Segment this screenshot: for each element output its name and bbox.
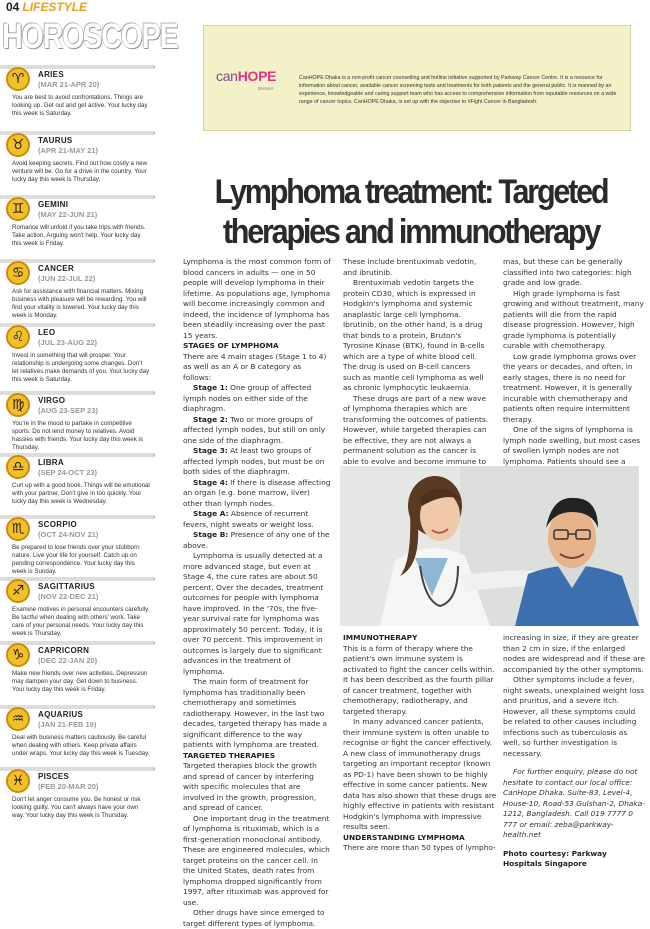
paragraph: The main form of treatment for lymphoma has traditionally been chemotherapy and sometimes radiotherapy. However, in the last two decades, targeted therapy has made a significant difference to the way patients with lymphoma are treated. bbox=[183, 677, 328, 749]
paragraph: Targeted therapies block the growth and spread of cancer by interfering with specific molecules that are involved in the growth, progression, and spread of cancer. bbox=[183, 761, 317, 812]
sign-dates: (SEP 24-OCT 23) bbox=[38, 468, 98, 477]
lion-icon: ♌ bbox=[6, 325, 30, 349]
article-column-2-bottom bbox=[343, 633, 497, 854]
sign-reading: Ask for assistance with financial matters. Mixing business with pleasure will be rewarding. You will find your vitality is lowered. Your lucky day this week is Monday. bbox=[12, 288, 147, 320]
horoscope-sign-leo bbox=[0, 323, 155, 385]
horoscope-sign-gemini bbox=[0, 195, 155, 257]
bull-icon: ♉ bbox=[6, 133, 30, 157]
sign-name: CANCER bbox=[38, 264, 75, 273]
stage-item: Stage 4: If there is disease affecting an organ (e.g. bone marrow, liver) other than lymph nodes. bbox=[183, 477, 331, 508]
doctor-patient-illustration bbox=[340, 466, 639, 626]
sign-name: AQUARIUS bbox=[38, 710, 84, 719]
horoscope-sign-sagittarius bbox=[0, 577, 155, 639]
article-headline: Lymphoma treatment: Targeted therapies and immunotherapy bbox=[214, 173, 608, 251]
page-header bbox=[6, 0, 87, 14]
paragraph: High grade lymphoma is fast growing and without treatment, many patients will die from the rapid disease progression. However, high grade lymphoma is potentially curable with chemotherapy. bbox=[503, 288, 644, 350]
sign-dates: (JUN 22-JUL 22) bbox=[38, 274, 96, 283]
horoscope-sign-scorpio bbox=[0, 515, 155, 577]
sign-dates: (MAR 21-APR 20) bbox=[38, 80, 100, 89]
sign-reading: Avoid keeping secrets. Find out how costly a new venture will be. Go for a drive in the country. Your lucky day this week is Thursday. bbox=[12, 160, 148, 184]
horoscope-sign-cancer bbox=[0, 259, 155, 321]
water-bearer-icon: ♒ bbox=[6, 707, 30, 731]
sign-reading: Deal with business matters cautiously. Be careful when dealing with others. Keep private affairs under wraps. Your lucky day this week is Tuesday. bbox=[12, 734, 150, 758]
horoscope-sign-libra bbox=[0, 453, 155, 515]
canhope-logo-sub: DHAKA bbox=[258, 86, 274, 91]
sign-reading: Don't let anger consume you. Be honest or risk looking guilty. You can't always have your own way. Your lucky day this week is Thursday. bbox=[12, 796, 141, 820]
paragraph: Low grade lymphoma grows over the years or decades, and often, in early stages, there is no need for treatment. However, it is generally incurable with chemotherapy and patients often require intermittent therapy. bbox=[503, 351, 637, 424]
sign-reading: Examine motives in personal encounters carefully. Be tactful when dealing with others' work. Take care of your personal needs. Your lucky day this week is Thursday. bbox=[12, 606, 150, 638]
sign-dates: (JAN 21-FEB 19) bbox=[38, 720, 97, 729]
horoscope-title: HOROSCOPE bbox=[2, 17, 178, 56]
doctor-patient-photo bbox=[340, 466, 639, 626]
sign-dates: (JUL 23-AUG 22) bbox=[38, 338, 98, 347]
sign-dates: (MAY 22-JUN 21) bbox=[38, 210, 98, 219]
page-number: 04 bbox=[6, 0, 20, 14]
paragraph: Brentuximab vedotin targets the protein CD30, which is expressed in Hodgkin's lymphoma and systemic anaplastic large cell lymphoma. Ibrutinib, on the other hand, is a drug that binds to a protein, Bruton's Tyrosine Kinase (BTK), found in B-cells which are a type of white blood cell. The drug is used on B-cell cancers such as mantle cell lymphoma as well as chronic lymphocytic leukaemia. bbox=[343, 278, 485, 392]
paragraph: One of the signs of lymphoma is lymph node swelling, but most cases of swollen lymph nodes are not lymphoma. Patients should see a bbox=[503, 425, 641, 466]
sign-reading: Be prepared to lose friends over your stubborn nature. Live your life for yourself. Catch up on pending correspondence. Your lucky day this week is Sunday. bbox=[12, 544, 140, 576]
stage-item: Stage 2: Two or more groups of affected lymph nodes, but still on only one side of the diaphragm. bbox=[183, 414, 326, 445]
paragraph: Other symptoms include a fever, night sweats, unexplained weight loss and pruritus, and a severe itch. However, all these symptoms could be related to other causes including infections such as tuberculosis as well, so further investigation is necessary. bbox=[503, 675, 645, 758]
crab-icon: ♋ bbox=[6, 261, 30, 285]
ram-icon: ♈ bbox=[6, 67, 30, 91]
article-column-3-bottom bbox=[503, 633, 645, 870]
sign-name: SCORPIO bbox=[38, 520, 77, 529]
sign-dates: (OCT 24-NOV 21) bbox=[38, 530, 99, 539]
sign-dates: (DEC 22-JAN 20) bbox=[38, 656, 98, 665]
subheading: TARGETED THERAPIES bbox=[183, 750, 276, 760]
sign-dates: (FEB 20-MAR 20) bbox=[38, 782, 99, 791]
sign-name: GEMINI bbox=[38, 200, 69, 209]
sign-name: ARIES bbox=[38, 70, 64, 79]
goat-icon: ♑ bbox=[6, 643, 30, 667]
fish-icon: ♓ bbox=[6, 769, 30, 793]
article-column-1 bbox=[183, 257, 331, 929]
horoscope-sign-virgo bbox=[0, 391, 155, 453]
ad-text: CanHOPE Dhaka is a non-profit cancer counselling and hotline initiative supported by Parkway Cancer Centre. It is a resource for information about cancer, available cancer screening tests and treatments for both patients and the general public. It is manned by an experience, knowledgeable and caring support team who has access to comprehensive information from reputable resources on a wide range of cancer topics. CanHOPE Dhaka, is set up with the objective to #Fight Cancer in Bangladesh. bbox=[299, 75, 617, 105]
section-name: LIFESTYLE bbox=[22, 0, 88, 14]
stage-item: Stage 3: At least two groups of affected lymph nodes, but must be on both sides of the diaphragm. bbox=[183, 446, 325, 476]
sign-reading: Invest in something that will prosper. Your relationship is undergoing some changes. Don't let relatives make demands of you. Your lucky day this week is Saturday. bbox=[12, 352, 150, 384]
paragraph: There are more than 50 types of lympho- bbox=[343, 843, 496, 852]
sign-dates: (APR 21-MAY 21) bbox=[38, 146, 99, 155]
virgin-icon: ♍ bbox=[6, 393, 30, 417]
paragraph: mas, but these can be generally classified into two categories: high grade and low grade. bbox=[503, 257, 632, 287]
sign-reading: Romance will unfold if you take trips with friends. Take action. Arguing won't help. Your lucky day this week is Friday. bbox=[12, 224, 146, 248]
subheading: IMMUNOTHERAPY bbox=[343, 633, 418, 642]
sign-reading: You are best to avoid confrontations. Things are looking up. Get out and get active. Your lucky day this week is Saturday. bbox=[12, 94, 148, 118]
article-column-2-top bbox=[343, 257, 489, 488]
sign-name: LIBRA bbox=[38, 458, 64, 467]
canhope-logo: canHOPE bbox=[216, 68, 277, 84]
enquiry-note: For further enquiry, please do not hesitate to contact our local office: CanHope Dhaka. Suite-83, Level-4, House-10, Road-53 Gulshan-2, Dhaka-1212, Bangladesh. Call 019 7777 0 777 or email: zeba@parkway-health.net bbox=[503, 767, 645, 839]
sign-reading: Make new friends over new activities. Depression may dampen your day. Get down to business. Your lucky day this week is Friday. bbox=[12, 670, 148, 694]
twins-icon: ♊ bbox=[6, 197, 30, 221]
stage-item: Stage B: Presence of any one of the above. bbox=[183, 530, 330, 550]
paragraph: Lymphoma is usually detected at a more advanced stage, but even at Stage 4, the cure rates are about 50 percent. Over the decades, treatment outcomes for people with lymphoma have improved. In the '70s, the five-year survival rate for lymphoma was approximately 50 percent. Today, it is over 70 percent. This improvement in outcomes is largely due to significant advances in the treatment of lymphoma. bbox=[183, 551, 324, 676]
sign-dates: (NOV 22-DEC 21) bbox=[38, 592, 99, 601]
canhope-ad bbox=[203, 25, 631, 131]
photo-credit: Photo courtesy: Parkway Hospitals Singapore bbox=[503, 848, 607, 868]
sign-name: SAGITTARIUS bbox=[38, 582, 95, 591]
sign-name: LEO bbox=[38, 328, 56, 337]
subheading: UNDERSTANDING LYMPHOMA bbox=[343, 832, 465, 842]
paragraph: increasing in size, if they are greater than 2 cm in size, if the enlarged nodes are widespread and if these are accompanied by the other symptoms. bbox=[503, 633, 645, 674]
sign-dates: (AUG 23-SEP 23) bbox=[38, 406, 98, 415]
horoscope-sign-aries bbox=[0, 65, 155, 127]
sign-reading: Curl up with a good book. Things will be emotional with your partner. Don't give in too quickly. Your lucky day this week is Wednesday. bbox=[12, 482, 150, 506]
sign-name: CAPRICORN bbox=[38, 646, 90, 655]
sign-name: VIRGO bbox=[38, 396, 66, 405]
paragraph: These drugs are part of a new wave of lymphoma therapies which are transforming the outcomes of patients. However, while targeted therapies can be effective, they are not always a permanent solution as the cancer is able to evolve and become immune to bbox=[343, 393, 489, 466]
subheading: STAGES OF LYMPHOMA bbox=[183, 341, 279, 350]
horoscope-sign-capricorn bbox=[0, 641, 155, 703]
scorpion-icon: ♏ bbox=[6, 517, 30, 541]
sign-name: PISCES bbox=[38, 772, 70, 781]
stage-item: Stage 1: One group of affected lymph nodes on either side of the diaphragm. bbox=[183, 383, 312, 413]
paragraph: This is a form of therapy where the patient's own immune system is activated to fight the cancer cells within. It has been described as the fourth pillar of cancer treatment, together with chemotherapy, radiotherapy, and targeted therapy. bbox=[343, 643, 495, 716]
paragraph: There are 4 main stages (Stage 1 to 4) as well as an A or B category as follows: bbox=[183, 351, 327, 382]
scales-icon: ♎ bbox=[6, 455, 30, 479]
article-column-3-top bbox=[503, 257, 645, 499]
paragraph: Lymphoma is the most common form of blood cancers in adults — one in 50 people will develop lymphoma in their lifetime. As populations age, lymphoma will become increasingly common and indeed, the incidence of lymphoma has been steadily increasing over the past 15 years. bbox=[183, 257, 331, 340]
paragraph: Other drugs have since emerged to target different types of lymphoma. bbox=[183, 908, 325, 928]
stage-item: Stage A: Absence of recurrent fevers, night sweats or weight loss. bbox=[183, 509, 314, 529]
archer-icon: ♐ bbox=[6, 579, 30, 603]
sign-name: TAURUS bbox=[38, 136, 73, 145]
paragraph: In many advanced cancer patients, their immune system is often unable to recognise or fight the cancer effectively. A new class of immunotherapy drugs targeting an important receptor (known as PD-1) have been shown to be highly effective in some cancer patients. New data has also shown that these drugs are highly effective in patients with resistant Hodgkin's lymphoma with impressive results seen. bbox=[343, 717, 497, 831]
paragraph: One important drug in the treatment of lymphoma is rituximab, which is a first-generation monoclonal antibody. These are engineered molecules, which target proteins on the cancer cell. In the United States, death rates from lymphoma dropped significantly from 1997, after rituximab was approved for use. bbox=[183, 813, 330, 907]
horoscope-sign-aquarius bbox=[0, 705, 155, 767]
paragraph: These include brentuximab vedotin, and ibrutinib. bbox=[343, 257, 477, 277]
sign-reading: You're in the mood to partake in competitive sports. Do not lend money to relatives. Avoid hassles with friends. Your lucky day this week is Thursday. bbox=[12, 420, 144, 452]
horoscope-sign-pisces bbox=[0, 767, 155, 829]
horoscope-sign-taurus bbox=[0, 131, 155, 193]
